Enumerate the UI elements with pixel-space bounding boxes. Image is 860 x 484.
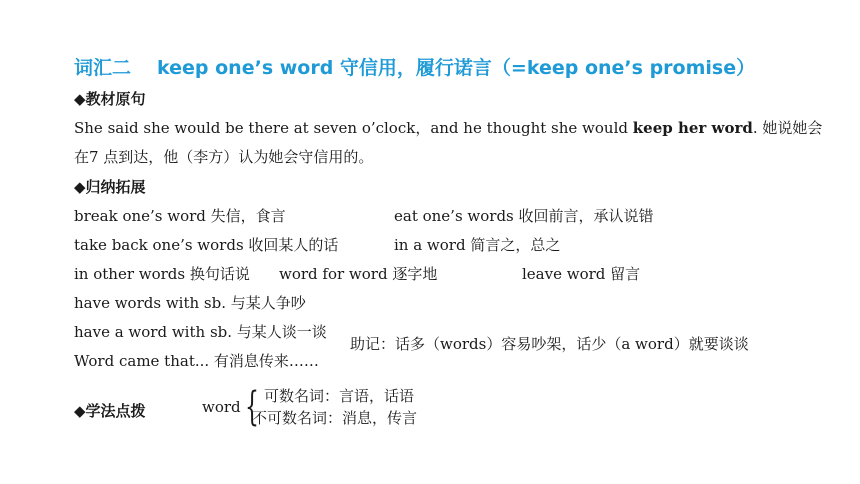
meaning-countable: 可数名词：言语，话语 (264, 387, 415, 405)
mnemonic-note: 助记：话多（words）容易吵架，话少（a word）就要谈谈 (350, 335, 749, 353)
section-heading-textbook: ◆教材原句 (74, 90, 146, 108)
sentence-bold: keep her word (632, 119, 753, 137)
page-title (74, 53, 755, 80)
meaning-uncountable: 不可数名词：消息，传言 (252, 409, 418, 427)
phrase-in-a-word: in a word 简言之，总之 (394, 236, 561, 254)
phrase-have-words: have words with sb. 与某人争吵 (74, 294, 306, 312)
sentence-pre: She said she would be there at seven o’clock，and he thought she would (74, 119, 633, 137)
brace-icon: { (245, 384, 259, 430)
phrase-eat-words: eat one’s words 收回前言，承认说错 (394, 207, 654, 225)
phrase-word-came: Word came that... 有消息传来…… (74, 352, 319, 370)
section-heading-extension: ◆归纳拓展 (74, 178, 146, 196)
section-heading-method: ◆学法点拨 (74, 402, 146, 420)
phrase-break-word: break one’s word 失信，食言 (74, 207, 286, 225)
sentence-post: . 她说她会 (752, 119, 823, 137)
phrase-have-a-word: have a word with sb. 与某人谈一谈 (74, 323, 327, 341)
title-prefix: 词汇二 (74, 57, 132, 79)
title-text: keep one’s word 守信用，履行诺言（=keep one’s promise） (157, 57, 756, 79)
phrase-in-other-words: in other words 换句话说 (74, 265, 250, 283)
phrase-take-back-words: take back one’s words 收回某人的话 (74, 236, 339, 254)
word-label: word (202, 398, 241, 416)
textbook-sentence (74, 117, 822, 138)
phrase-leave-word: leave word 留言 (522, 265, 641, 283)
phrase-word-for-word: word for word 逐字地 (279, 265, 438, 283)
textbook-translation: 在7 点到达，他（李方）认为她会守信用的。 (74, 148, 374, 166)
